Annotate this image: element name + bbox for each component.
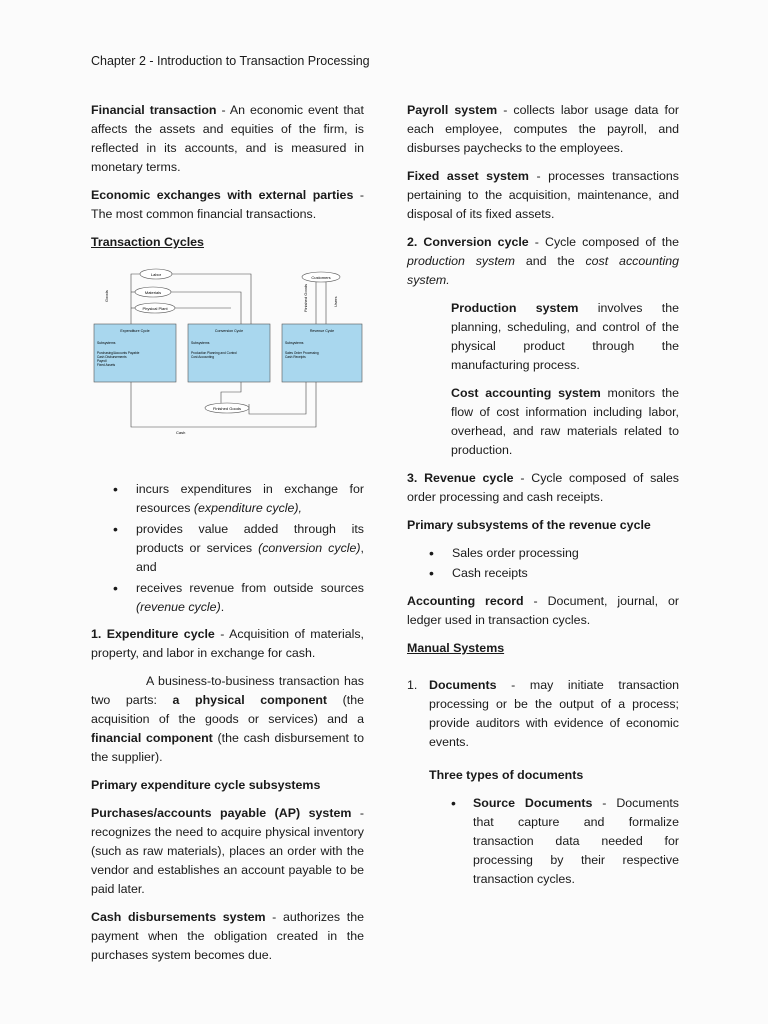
definition: - recognizes the need to acquire physical inventory (such as raw materials), places an order with the vendor and establishes an account payable to be paid later. — [91, 806, 364, 896]
term: financial component — [91, 731, 213, 745]
definition: - An economic event that affects the assets and equities of the firm, is reflected in its accounts, and is measured in monetary terms. — [91, 103, 364, 174]
revenue-subsystems-list — [407, 544, 679, 583]
conv-sub: Subsystems — [191, 341, 210, 345]
bullet-em: (conversion cycle) — [258, 541, 361, 555]
exp-item: Purchasing/Accounts Payable — [97, 351, 140, 355]
cycle-bullets — [91, 480, 364, 617]
exp-sub: Subsystems — [97, 341, 116, 345]
term: Fixed asset system — [407, 169, 529, 183]
cost-accounting-def — [407, 384, 679, 460]
term: Production system — [451, 301, 579, 315]
fixed-asset-def — [407, 167, 679, 224]
term: Payroll system — [407, 103, 498, 117]
bullet-tail: . — [220, 600, 225, 614]
item-number: 1. — [407, 678, 418, 692]
rev-title: Revenue Cycle — [309, 329, 335, 333]
exp-item: Cash Disbursements — [97, 355, 127, 359]
heading-text: Manual Systems — [407, 641, 505, 655]
conversion-cycle-def — [407, 233, 679, 290]
term: 1. Expenditure cycle — [91, 627, 215, 641]
exp-item: Fixed Assets — [97, 363, 116, 367]
bullet-text: provides value added through its products or services — [136, 522, 364, 555]
definition: - The most common financial transactions. — [91, 188, 365, 221]
heading-text: Primary expenditure cycle subsystems — [91, 778, 321, 792]
physical-plant-label: Physical Plant — [142, 306, 168, 311]
bullet-revenue — [91, 579, 364, 617]
text: (the acquisition of the goods or services) and a — [91, 693, 365, 726]
term: 2. Conversion cycle — [407, 235, 529, 249]
cash-label: Cash — [176, 430, 186, 435]
text: A business-to-business transaction has two parts: — [91, 674, 364, 707]
definition: involves the planning, scheduling, and control of the physical product through the manufacturing process. — [451, 301, 679, 372]
definition: - collects labor usage data for each employee, computes the payroll, and disburses paychecks to the employees. — [407, 103, 679, 155]
definition: - authorizes the payment when the obligation created in the purchases system becomes due. — [91, 910, 364, 962]
term: Purchases/accounts payable (AP) system — [91, 806, 352, 820]
three-types-heading — [407, 766, 679, 785]
list-item: • Cash receipts — [407, 564, 679, 583]
definition: - Document, journal, or ledger used in transaction cycles. — [407, 594, 679, 627]
definition: monitors the flow of cost information including labor, overhead, and raw materials related to production. — [451, 386, 679, 457]
definition: - Documents that capture and formalize transaction data needed for processing by their respective transaction cycles. — [473, 796, 679, 886]
primary-revenue-heading — [407, 516, 679, 535]
conv-item: Production Planning and Control — [191, 351, 237, 355]
bullet-em: (expenditure cycle), — [193, 501, 302, 515]
documents-item — [407, 676, 679, 752]
accounting-record-def — [407, 592, 679, 630]
bullet-text: incurs expenditures in exchange for resources — [136, 482, 364, 515]
exp-item: Payroll — [97, 359, 107, 363]
bullet-text: receives revenue from outside sources — [136, 581, 364, 595]
conv-title: Conversion Cycle — [214, 329, 244, 333]
term: 3. Revenue cycle — [407, 471, 514, 485]
exp-title: Expenditure Cycle — [120, 329, 150, 333]
labor-label: Labor — [150, 272, 162, 277]
heading-text: Transaction Cycles — [91, 235, 204, 249]
goods-label: Goods — [104, 290, 109, 302]
b2b-paragraph — [91, 672, 364, 767]
bullet-conversion — [91, 520, 364, 577]
term: Source Documents — [473, 796, 593, 810]
cycles-heading — [91, 233, 364, 252]
right-column — [407, 101, 679, 898]
bullet-expenditure — [91, 480, 364, 518]
customers-label: Customers — [311, 275, 331, 280]
transaction-cycles-diagram — [91, 262, 364, 462]
em: cost accounting system. — [407, 254, 679, 287]
left-column — [91, 101, 364, 974]
term: Cash disbursements system — [91, 910, 266, 924]
primary-expenditure-heading — [91, 776, 364, 795]
finished-goods-side-label: Finished Goods — [303, 283, 308, 312]
bullet-em: (revenue cycle) — [136, 600, 221, 614]
finished-goods-label: Finished Goods — [212, 406, 242, 411]
expenditure-cycle-def — [91, 625, 364, 663]
purchases-ap-def — [91, 804, 364, 899]
term: Economic exchanges with external parties — [91, 188, 354, 202]
cash-disbursements-def — [91, 908, 364, 965]
list-item: • Sales order processing — [407, 544, 679, 563]
conv-item: Cost Accounting — [191, 355, 215, 359]
financial-transaction-def — [91, 101, 364, 177]
revenue-cycle-def — [407, 469, 679, 507]
definition: - Acquisition of materials, property, and labor in exchange for cash. — [91, 627, 364, 660]
em: production system — [407, 254, 515, 268]
text: (the cash disbursement to the supplier). — [91, 731, 364, 764]
economic-exchanges-def — [91, 186, 364, 224]
rev-sub: Subsystems — [285, 341, 304, 345]
definition: and the — [514, 254, 586, 268]
rev-item: Sales Order Processing — [285, 351, 319, 355]
heading-text: Three types of documents — [429, 768, 584, 782]
term: a physical component — [172, 693, 328, 707]
definition: - processes transactions pertaining to the acquisition, maintenance, and disposal of its fixed assets. — [407, 169, 679, 221]
term: Financial transaction — [91, 103, 217, 117]
users-label: Users — [333, 296, 338, 307]
term: Accounting record — [407, 594, 524, 608]
bullet-tail: , and — [136, 541, 364, 574]
payroll-def — [407, 101, 679, 158]
materials-label: Materials — [144, 290, 162, 295]
definition: - may initiate transaction processing or be the output of a process; provide auditors with evidence of economic events. — [429, 678, 679, 749]
definition: - Cycle composed of the — [528, 235, 679, 249]
production-system-def — [407, 299, 679, 375]
rev-item: Cash Receipts — [285, 355, 306, 359]
page-header: Chapter 2 - Introduction to Transaction Processing — [91, 54, 370, 68]
manual-systems-heading — [407, 639, 679, 658]
definition: - Cycle composed of sales order processing and cash receipts. — [407, 471, 679, 504]
term: Cost accounting system — [451, 386, 601, 400]
source-documents-item — [407, 794, 679, 889]
term: Documents — [429, 678, 497, 692]
heading-text: Primary subsystems of the revenue cycle — [407, 518, 651, 532]
